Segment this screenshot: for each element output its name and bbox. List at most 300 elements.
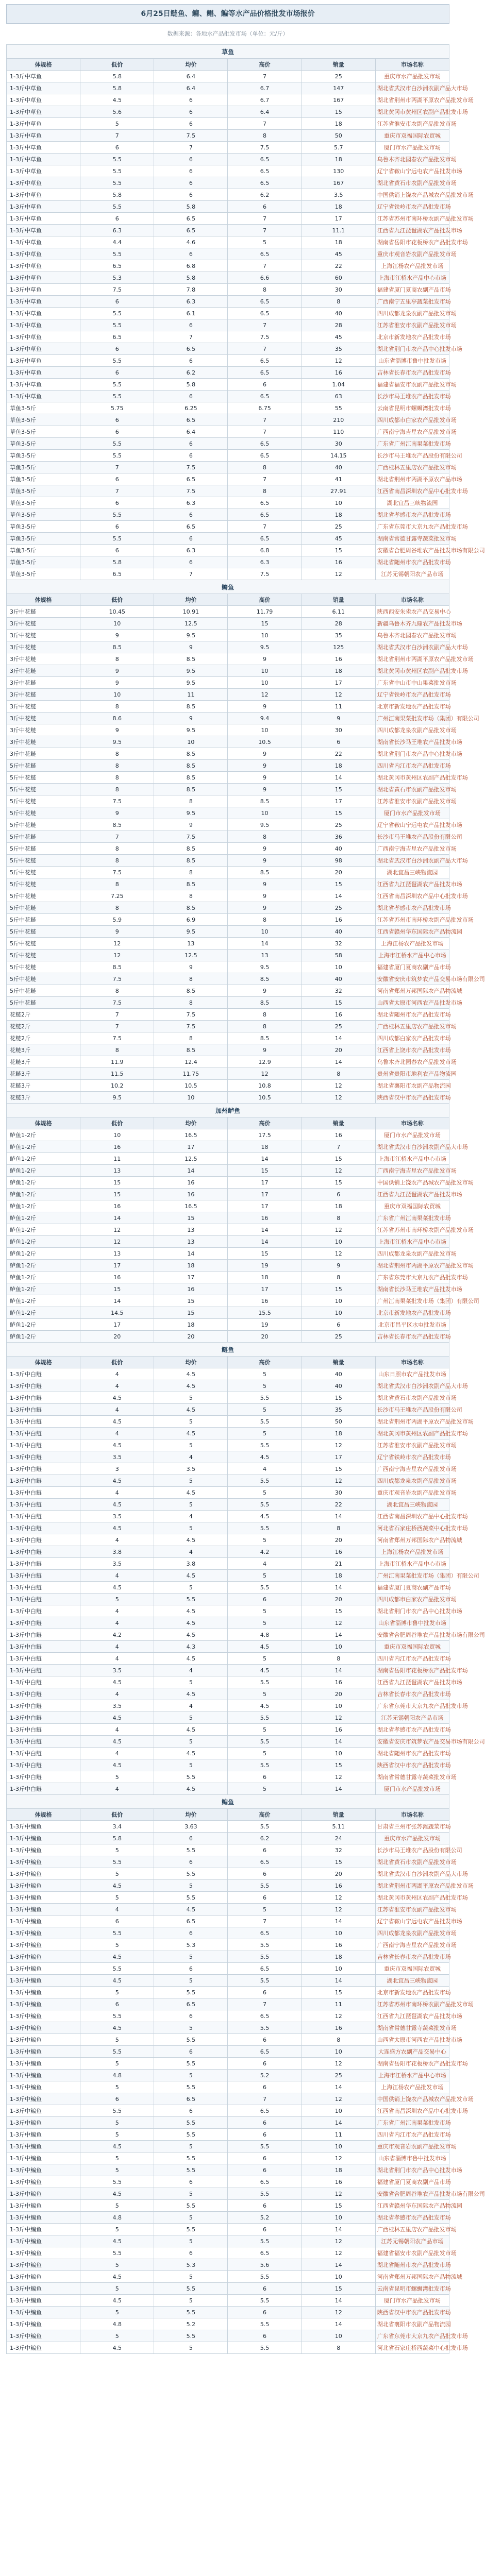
table-row <box>7 201 449 213</box>
low-price-cell: 10 <box>80 689 154 701</box>
low-price-cell: 6.5 <box>80 331 154 343</box>
column-header: 体规格 <box>7 59 80 71</box>
low-price-cell: 7.5 <box>80 795 154 807</box>
low-price-cell: 3.4 <box>80 1821 154 1833</box>
high-price-cell: 9 <box>228 772 302 784</box>
low-price-cell: 7.5 <box>80 867 154 878</box>
market-name-cell: 吉林省长春市农产品批发市场 <box>375 1688 449 1700</box>
spec-cell: 1-3斤中草鱼 <box>7 213 80 225</box>
table-row <box>7 914 449 926</box>
table-row <box>7 213 449 225</box>
column-header: 低价 <box>80 1117 154 1129</box>
avg-price-cell: 10.91 <box>154 606 228 618</box>
table-row <box>7 545 449 556</box>
low-price-cell: 5.5 <box>80 509 154 521</box>
avg-price-cell: 5.5 <box>154 1594 228 1605</box>
market-name-cell: 安徽省合肥周谷堆农产品批发市场有限公司 <box>375 1629 449 1641</box>
volume-cell: 32 <box>302 1844 375 1856</box>
section-title: 鳙鱼 <box>7 580 449 594</box>
volume-cell: 14 <box>302 2295 375 2307</box>
table-row <box>7 2295 449 2307</box>
spec-cell: 1-3斤中草鱼 <box>7 201 80 213</box>
high-price-cell: 5.2 <box>228 2212 302 2224</box>
low-price-cell: 4 <box>80 1641 154 1653</box>
section-header-row <box>7 1104 449 1117</box>
volume-cell: 15 <box>302 1987 375 1998</box>
market-name-cell: 四川成都龙泉农副产品批发市场 <box>375 724 449 736</box>
spec-cell: 1-3斤中草鱼 <box>7 379 80 391</box>
spec-cell: 1-3斤中草鱼 <box>7 236 80 248</box>
low-price-cell: 5.5 <box>80 533 154 545</box>
table-row <box>7 1617 449 1629</box>
avg-price-cell: 4.5 <box>154 1368 228 1380</box>
low-price-cell: 4.5 <box>80 2022 154 2034</box>
spec-cell: 1-3斤中鳊鱼 <box>7 2105 80 2117</box>
volume-cell: 32 <box>302 938 375 950</box>
table-row <box>7 855 449 867</box>
volume-cell: 14 <box>302 1582 375 1594</box>
low-price-cell: 5 <box>80 118 154 130</box>
high-price-cell: 4.2 <box>228 1546 302 1558</box>
table-row <box>7 902 449 914</box>
spec-cell: 1-3斤中鳊鱼 <box>7 1916 80 1927</box>
avg-price-cell: 13 <box>154 1224 228 1236</box>
table-row <box>7 618 449 630</box>
spec-cell: 5斤中花鲢 <box>7 867 80 878</box>
spec-cell: 3斤中花鲢 <box>7 677 80 689</box>
table-row <box>7 2259 449 2271</box>
market-name-cell: 大连盛方农副产品交易中心 <box>375 2046 449 2058</box>
high-price-cell: 6.5 <box>228 1963 302 1975</box>
table-row <box>7 653 449 665</box>
avg-price-cell: 13 <box>154 938 228 950</box>
volume-cell: 35 <box>302 1404 375 1416</box>
market-name-cell: 江苏省苏州市南环桥农副产品批发市场 <box>375 914 449 926</box>
market-name-cell: 广西南宁海吉星农产品批发市场 <box>375 1463 449 1475</box>
volume-cell: 16 <box>302 367 375 379</box>
market-name-cell: 河南省郑州万邦国际农产品物流城 <box>375 1534 449 1546</box>
column-header-row <box>7 594 449 606</box>
low-price-cell: 5 <box>80 1939 154 1951</box>
column-header: 均价 <box>154 594 228 606</box>
market-name-cell: 江苏省淮安市农副产品批发市场 <box>375 1904 449 1916</box>
spec-cell: 草鱼3-5斤 <box>7 509 80 521</box>
high-price-cell: 6 <box>228 1892 302 1904</box>
avg-price-cell: 10.5 <box>154 1080 228 1092</box>
high-price-cell: 6.6 <box>228 272 302 284</box>
high-price-cell: 7 <box>228 343 302 355</box>
high-price-cell: 5 <box>228 1904 302 1916</box>
low-price-cell: 6 <box>80 213 154 225</box>
avg-price-cell: 5 <box>154 1475 228 1487</box>
volume-cell: 25 <box>302 71 375 82</box>
high-price-cell: 9 <box>228 748 302 760</box>
high-price-cell: 8 <box>228 1009 302 1021</box>
low-price-cell: 4.5 <box>80 1759 154 1771</box>
volume-cell: 6 <box>302 1189 375 1200</box>
market-name-cell: 湖北省孝感市农产品批发市场 <box>375 902 449 914</box>
market-name-cell: 湖南省常德甘露寺蔬菜批发市场 <box>375 2022 449 2034</box>
high-price-cell: 16 <box>228 1212 302 1224</box>
spec-cell: 1-3斤中鳊鱼 <box>7 1856 80 1868</box>
high-price-cell: 8.5 <box>228 867 302 878</box>
volume-cell: 16 <box>302 1939 375 1951</box>
table-row <box>7 1748 449 1759</box>
high-price-cell: 6.2 <box>228 189 302 201</box>
avg-price-cell: 6.5 <box>154 1916 228 1927</box>
low-price-cell: 9.5 <box>80 1092 154 1104</box>
low-price-cell: 3 <box>80 1463 154 1475</box>
high-price-cell: 5.2 <box>228 2070 302 2081</box>
market-name-cell: 云南省昆明市螺蛳湾批发市场 <box>375 402 449 414</box>
avg-price-cell: 17 <box>154 1272 228 1283</box>
table-row <box>7 2224 449 2235</box>
column-header: 高价 <box>228 1117 302 1129</box>
volume-cell: 15 <box>302 1605 375 1617</box>
high-price-cell: 9 <box>228 902 302 914</box>
spec-cell: 1-3斤中白鲢 <box>7 1688 80 1700</box>
avg-price-cell: 6.1 <box>154 308 228 319</box>
table-row <box>7 760 449 772</box>
avg-price-cell: 8.5 <box>154 1044 228 1056</box>
market-name-cell: 江西省九江琵琶湖农产品批发市场 <box>375 878 449 890</box>
spec-cell: 花鲢2斤 <box>7 1021 80 1032</box>
avg-price-cell: 12.4 <box>154 1056 228 1068</box>
avg-price-cell: 4.5 <box>154 1748 228 1759</box>
market-name-cell: 广西南宁海吉星农产品批发市场 <box>375 843 449 855</box>
market-name-cell: 江苏省苏州市南环桥农副产品批发市场 <box>375 1224 449 1236</box>
low-price-cell: 13 <box>80 1165 154 1177</box>
avg-price-cell: 8.5 <box>154 878 228 890</box>
spec-cell: 1-3斤中白鲢 <box>7 1558 80 1570</box>
market-name-cell: 长沙市马王堆农产品股份有限公司 <box>375 831 449 843</box>
spec-cell: 1-3斤中鳊鱼 <box>7 1951 80 1963</box>
avg-price-cell: 12.5 <box>154 1153 228 1165</box>
spec-cell: 3斤中花鲢 <box>7 665 80 677</box>
avg-price-cell: 5.8 <box>154 272 228 284</box>
volume-cell: 12 <box>302 2058 375 2070</box>
table-row <box>7 296 449 308</box>
low-price-cell: 5.5 <box>80 438 154 450</box>
spec-cell: 鲈鱼1-2斤 <box>7 1260 80 1272</box>
high-price-cell: 10 <box>228 807 302 819</box>
market-name-cell: 福建省福安市农副产品批发市场 <box>375 2247 449 2259</box>
avg-price-cell: 6 <box>154 1856 228 1868</box>
market-name-cell: 厦门市水产品批发市场 <box>375 1783 449 1795</box>
avg-price-cell: 4.5 <box>154 1404 228 1416</box>
spec-cell: 5斤中花鲢 <box>7 938 80 950</box>
low-price-cell: 12 <box>80 1224 154 1236</box>
high-price-cell: 5 <box>228 236 302 248</box>
spec-cell: 草鱼3-5斤 <box>7 473 80 485</box>
high-price-cell: 6 <box>228 379 302 391</box>
spec-cell: 草鱼3-5斤 <box>7 497 80 509</box>
table-row <box>7 973 449 985</box>
avg-price-cell: 5.8 <box>154 379 228 391</box>
table-row <box>7 985 449 997</box>
table-row <box>7 225 449 236</box>
avg-price-cell: 15 <box>154 1307 228 1319</box>
volume-cell: 1.04 <box>302 379 375 391</box>
high-price-cell: 14 <box>228 1236 302 1248</box>
volume-cell: 10 <box>302 1963 375 1975</box>
avg-price-cell: 6 <box>154 106 228 118</box>
market-name-cell: 重庆市观音岩农副产品批发市场 <box>375 1487 449 1499</box>
high-price-cell: 6.5 <box>228 533 302 545</box>
market-name-cell: 湖北黄冈市黄州区农副产品批发市场 <box>375 1892 449 1904</box>
low-price-cell: 10 <box>80 618 154 630</box>
spec-cell: 1-3斤中白鲢 <box>7 1392 80 1404</box>
market-name-cell: 湖北省荆州市两湖平原农产品批发市场 <box>375 1260 449 1272</box>
market-name-cell: 陕西省汉中市农产品批发市场 <box>375 1759 449 1771</box>
high-price-cell: 5 <box>228 1368 302 1380</box>
market-name-cell: 广东省东莞市大京九农产品批发市场 <box>375 521 449 533</box>
avg-price-cell: 4.5 <box>154 1688 228 1700</box>
low-price-cell: 3.8 <box>80 1546 154 1558</box>
low-price-cell: 4.5 <box>80 2295 154 2307</box>
high-price-cell: 5.5 <box>228 2022 302 2034</box>
low-price-cell: 9 <box>80 807 154 819</box>
market-name-cell: 湖北省随州市农产品批发市场 <box>375 1748 449 1759</box>
spec-cell: 5斤中花鲢 <box>7 985 80 997</box>
avg-price-cell: 8 <box>154 1032 228 1044</box>
spec-cell: 1-3斤中白鲢 <box>7 1439 80 1451</box>
avg-price-cell: 14 <box>154 1248 228 1260</box>
high-price-cell: 10 <box>228 630 302 641</box>
market-name-cell: 长沙市马王堆农产品批发市场 <box>375 391 449 402</box>
volume-cell: 14 <box>302 2224 375 2235</box>
spec-cell: 1-3斤中鳊鱼 <box>7 1833 80 1844</box>
low-price-cell: 5 <box>80 2164 154 2176</box>
avg-price-cell: 5.2 <box>154 2318 228 2330</box>
avg-price-cell: 5.5 <box>154 2224 228 2235</box>
volume-cell: 8 <box>302 1272 375 1283</box>
table-row <box>7 272 449 284</box>
low-price-cell: 8 <box>80 1044 154 1056</box>
column-header: 低价 <box>80 59 154 71</box>
high-price-cell: 5 <box>228 1380 302 1392</box>
spec-cell: 草鱼3-5斤 <box>7 545 80 556</box>
high-price-cell: 6.5 <box>228 177 302 189</box>
volume-cell: 12 <box>302 1904 375 1916</box>
volume-cell: 45 <box>302 533 375 545</box>
avg-price-cell: 8.5 <box>154 748 228 760</box>
avg-price-cell: 5.3 <box>154 2259 228 2271</box>
volume-cell: 12 <box>302 1771 375 1783</box>
high-price-cell: 18 <box>228 1272 302 1283</box>
avg-price-cell: 16.5 <box>154 1129 228 1141</box>
volume-cell: 20 <box>302 867 375 878</box>
high-price-cell: 5 <box>228 1617 302 1629</box>
spec-cell: 1-3斤中鳊鱼 <box>7 2247 80 2259</box>
market-name-cell: 广西南宁五里亭蔬菜批发市场 <box>375 296 449 308</box>
high-price-cell: 6 <box>228 2330 302 2342</box>
low-price-cell: 6 <box>80 473 154 485</box>
spec-cell: 草鱼3-5斤 <box>7 556 80 568</box>
avg-price-cell: 16 <box>154 1283 228 1295</box>
avg-price-cell: 6 <box>154 2010 228 2022</box>
volume-cell: 14 <box>302 1032 375 1044</box>
table-row <box>7 379 449 391</box>
volume-cell: 16 <box>302 1546 375 1558</box>
table-row <box>7 118 449 130</box>
spec-cell: 1-3斤中草鱼 <box>7 284 80 296</box>
avg-price-cell: 6.3 <box>154 497 228 509</box>
low-price-cell: 11.5 <box>80 1068 154 1080</box>
low-price-cell: 4.8 <box>80 2318 154 2330</box>
table-row <box>7 1428 449 1439</box>
spec-cell: 1-3斤中白鲢 <box>7 1653 80 1665</box>
low-price-cell: 7.5 <box>80 284 154 296</box>
market-name-cell: 福建省厦门夏商农副产品市场 <box>375 2176 449 2188</box>
avg-price-cell: 6 <box>154 2247 228 2259</box>
table-row <box>7 1331 449 1343</box>
spec-cell: 1-3斤中鳊鱼 <box>7 2318 80 2330</box>
low-price-cell: 8 <box>80 748 154 760</box>
market-name-cell: 北京市新发地农产品批发市场 <box>375 1987 449 1998</box>
spec-cell: 鲈鱼1-2斤 <box>7 1248 80 1260</box>
spec-cell: 5斤中花鲢 <box>7 926 80 938</box>
low-price-cell: 5 <box>80 1892 154 1904</box>
avg-price-cell: 5.5 <box>154 1771 228 1783</box>
section-header-row <box>7 1343 449 1357</box>
table-row <box>7 1368 449 1380</box>
spec-cell: 草鱼3-5斤 <box>7 462 80 473</box>
market-name-cell: 厦门市水产品批发市场 <box>375 807 449 819</box>
market-name-cell: 湖北省黄石市农副产品批发市场 <box>375 1392 449 1404</box>
avg-price-cell: 6 <box>154 1963 228 1975</box>
column-header: 市场名称 <box>375 1117 449 1129</box>
low-price-cell: 5.3 <box>80 272 154 284</box>
table-row <box>7 2141 449 2153</box>
table-row <box>7 677 449 689</box>
spec-cell: 5斤中花鲢 <box>7 950 80 961</box>
avg-price-cell: 4.5 <box>154 1783 228 1795</box>
table-row <box>7 843 449 855</box>
high-price-cell: 6.5 <box>228 308 302 319</box>
low-price-cell: 15 <box>80 1177 154 1189</box>
spec-cell: 1-3斤中鳊鱼 <box>7 2295 80 2307</box>
low-price-cell: 4.5 <box>80 2141 154 2153</box>
spec-cell: 1-3斤中白鲢 <box>7 1404 80 1416</box>
market-name-cell: 上海江杨农产品批发市场 <box>375 2081 449 2093</box>
avg-price-cell: 4.5 <box>154 1487 228 1499</box>
high-price-cell: 16 <box>228 1295 302 1307</box>
market-name-cell: 江西省南昌深圳农产品中心批发市场 <box>375 890 449 902</box>
spec-cell: 1-3斤中草鱼 <box>7 367 80 379</box>
table-row <box>7 2070 449 2081</box>
market-name-cell: 广西桂林五里店农产品批发市场 <box>375 2224 449 2235</box>
market-name-cell: 重庆市双福国际农贸城 <box>375 1200 449 1212</box>
high-price-cell: 11.79 <box>228 606 302 618</box>
high-price-cell: 5.6 <box>228 2259 302 2271</box>
market-name-cell: 江苏省苏州市南环桥农副产品批发市场 <box>375 213 449 225</box>
table-row <box>7 795 449 807</box>
avg-price-cell: 5.5 <box>154 1987 228 1998</box>
high-price-cell: 10.5 <box>228 736 302 748</box>
high-price-cell: 6 <box>228 1594 302 1605</box>
market-name-cell: 湖南省岳阳市花板桥农产品批发市场 <box>375 1665 449 1676</box>
table-row <box>7 724 449 736</box>
volume-cell: 25 <box>302 819 375 831</box>
table-row <box>7 1272 449 1283</box>
price-table <box>6 44 485 2354</box>
column-header: 市场名称 <box>375 594 449 606</box>
market-name-cell: 重庆市观音岩农副产品批发市场 <box>375 248 449 260</box>
volume-cell: 20 <box>302 1594 375 1605</box>
low-price-cell: 5.5 <box>80 177 154 189</box>
volume-cell: 30 <box>302 1487 375 1499</box>
avg-price-cell: 4.5 <box>154 1428 228 1439</box>
table-row <box>7 867 449 878</box>
market-name-cell: 广东省东莞市大京九农产品批发市场 <box>375 1272 449 1283</box>
table-row <box>7 1951 449 1963</box>
spec-cell: 1-3斤中白鲢 <box>7 1676 80 1688</box>
high-price-cell: 15 <box>228 1248 302 1260</box>
high-price-cell: 6 <box>228 2153 302 2164</box>
volume-cell: 12 <box>302 2307 375 2318</box>
volume-cell: 18 <box>302 1428 375 1439</box>
high-price-cell: 7 <box>228 414 302 426</box>
spec-cell: 1-3斤中白鲢 <box>7 1594 80 1605</box>
market-name-cell: 四川成都市白家农产品批发市场 <box>375 1594 449 1605</box>
low-price-cell: 7 <box>80 130 154 142</box>
avg-price-cell: 9.5 <box>154 677 228 689</box>
high-price-cell: 5.5 <box>228 1975 302 1987</box>
volume-cell: 55 <box>302 402 375 414</box>
market-name-cell: 湖北省黄石市农副产品批发市场 <box>375 1856 449 1868</box>
market-name-cell: 江苏无锡朝阳农产品市场 <box>375 1712 449 1724</box>
low-price-cell: 6.5 <box>80 568 154 580</box>
low-price-cell: 7.5 <box>80 1032 154 1044</box>
spec-cell: 5斤中花鲢 <box>7 914 80 926</box>
spec-cell: 5斤中花鲢 <box>7 902 80 914</box>
high-price-cell: 6.5 <box>228 438 302 450</box>
avg-price-cell: 6.4 <box>154 71 228 82</box>
high-price-cell: 7.5 <box>228 568 302 580</box>
avg-price-cell: 5 <box>154 2141 228 2153</box>
high-price-cell: 5.5 <box>228 2342 302 2354</box>
avg-price-cell: 5 <box>154 2212 228 2224</box>
market-name-cell: 湖北省荆州市两湖平原农产品批发市场 <box>375 94 449 106</box>
table-row <box>7 1404 449 1416</box>
volume-cell: 14 <box>302 1629 375 1641</box>
avg-price-cell: 20 <box>154 1331 228 1343</box>
high-price-cell: 6.5 <box>228 2046 302 2058</box>
table-row <box>7 831 449 843</box>
volume-cell: 50 <box>302 1416 375 1428</box>
volume-cell: 20 <box>302 1688 375 1700</box>
market-name-cell: 四川省内江市农产品批发市场 <box>375 760 449 772</box>
section-header-row <box>7 45 449 59</box>
market-name-cell: 江苏省淮安市农副产品批发市场 <box>375 319 449 331</box>
high-price-cell: 8 <box>228 914 302 926</box>
volume-cell: 30 <box>302 724 375 736</box>
low-price-cell: 12 <box>80 950 154 961</box>
avg-price-cell: 6.5 <box>154 343 228 355</box>
spec-cell: 1-3斤中草鱼 <box>7 71 80 82</box>
low-price-cell: 4 <box>80 1428 154 1439</box>
spec-cell: 1-3斤中草鱼 <box>7 130 80 142</box>
market-name-cell: 河北省石家庄桥西蔬菜中心批发市场 <box>375 2342 449 2354</box>
spec-cell: 1-3斤中草鱼 <box>7 154 80 165</box>
high-price-cell: 5 <box>228 1404 302 1416</box>
table-row <box>7 1511 449 1522</box>
table-row <box>7 1712 449 1724</box>
table-row <box>7 1880 449 1892</box>
table-row <box>7 784 449 795</box>
market-name-cell: 四川成都龙泉农副产品批发市场 <box>375 1475 449 1487</box>
